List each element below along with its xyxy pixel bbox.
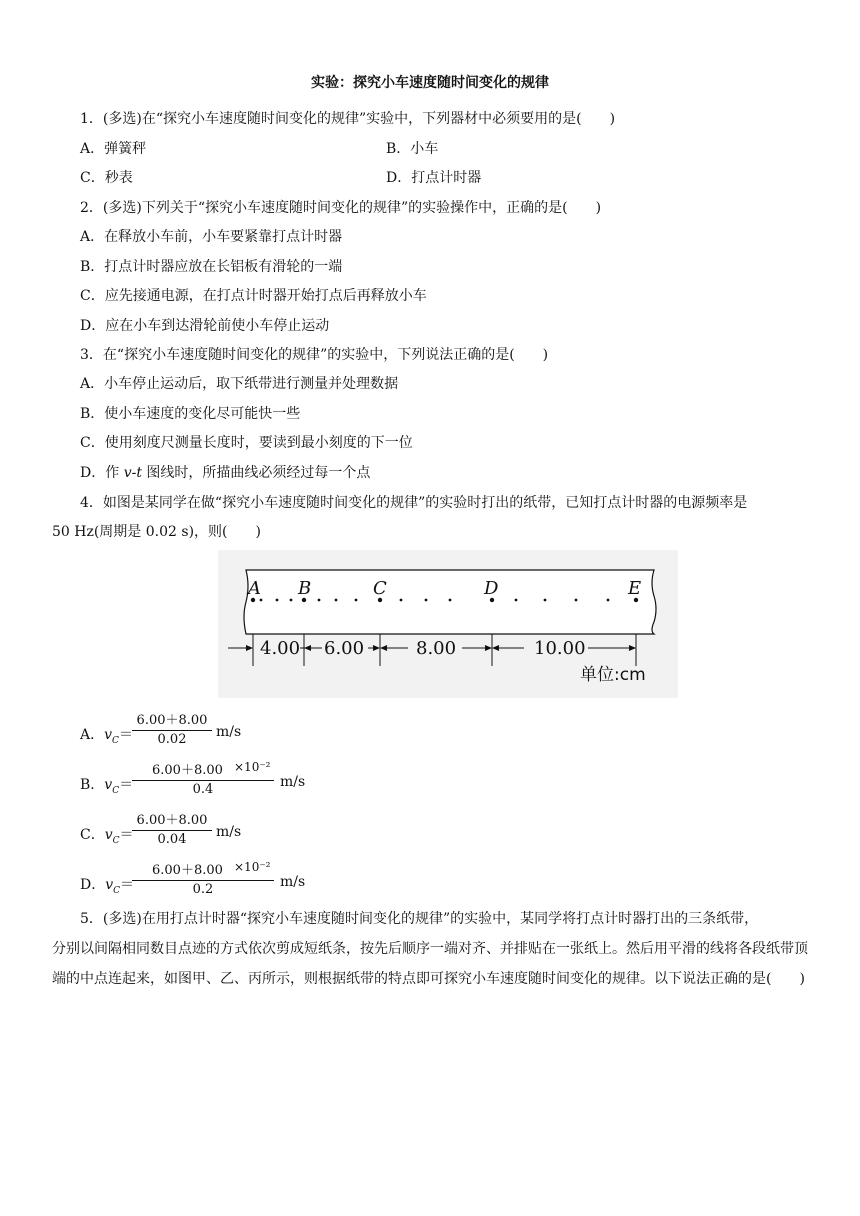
option-letter: C． (80, 827, 105, 843)
velocity-symbol: v (104, 727, 113, 743)
tape-dot (425, 599, 428, 602)
point-label-c: C (373, 578, 387, 599)
tape-dot (607, 599, 610, 602)
numerator: 6.00＋8.00 (136, 813, 208, 828)
velocity-symbol: v (104, 827, 113, 843)
fraction (132, 812, 212, 849)
question-5-continuation: 分别以间隔相同数目点迹的方式依次剪成短纸条，按先后顺序一端对齐、并排贴在一张纸上。然后用平滑的线将各段纸带顶端的中点连起来，如图甲、乙、丙所示，则根据纸带的特点即可探究小车速度随时间变化的规律。以下说法正确的是( ) (52, 941, 808, 987)
question-2-option-b: B．打点计时器应放在长铝板有滑轮的一端 (80, 259, 343, 275)
question-2-option-d: D．应在小车到达滑轮前使小车停止运动 (80, 318, 330, 334)
question-1-option-c: C．秒表 (80, 170, 133, 186)
question-4-stem-line-1: 4．如图是某同学在做“探究小车速度随时间变化的规律”的实验时打出的纸带，已知打点计时器的电源频率是 (80, 495, 748, 511)
question-3-stem: 3．在“探究小车速度随时间变化的规律”的实验中，下列说法正确的是( ) (80, 347, 549, 363)
segment-ab: 4.00 (260, 638, 301, 659)
tape-dot (544, 599, 547, 602)
point-label-d: D (484, 578, 499, 599)
question-3-option-a: A．小车停止运动后，取下纸带进行测量并处理数据 (80, 376, 399, 392)
question-3-option-d (80, 464, 370, 482)
arrowhead (380, 645, 387, 651)
option-letter: D． (80, 877, 106, 893)
velocity-symbol: v (105, 877, 114, 893)
option-letter: A． (80, 727, 105, 743)
unit: m/s (216, 724, 242, 740)
arrowhead (246, 645, 253, 651)
question-4-stem-line-2: 50 Hz(周期是 0.02 s)，则( ) (52, 524, 261, 540)
point-label-a: A (248, 578, 261, 599)
question-1-option-b: B．小车 (386, 141, 439, 157)
question-1-stem: 1．(多选)在“探究小车速度随时间变化的规律”实验中，下列器材中必须要用的是( ) (80, 111, 616, 127)
arrowhead (629, 645, 636, 651)
tape-dot (260, 599, 263, 602)
unit-label: 单位:cm (580, 665, 646, 685)
equals-sign: ＝ (119, 827, 134, 843)
arrowhead (373, 645, 380, 651)
question-2-option-a: A．在释放小车前，小车要紧靠打点计时器 (80, 229, 343, 245)
equals-sign: ＝ (119, 777, 134, 793)
option-label (80, 774, 133, 796)
tape-dot (318, 599, 321, 602)
tape-dot (575, 599, 578, 602)
velocity-subscript: C (112, 835, 120, 846)
segment-bc: 6.00 (324, 638, 365, 659)
denominator: 0.2 (192, 882, 214, 897)
numerator: 6.00＋8.00 (136, 713, 208, 728)
tape-dot (400, 599, 403, 602)
tape-dot (335, 599, 338, 602)
ticker-tape-diagram (218, 550, 678, 698)
option-label (80, 824, 134, 846)
unit: m/s (216, 824, 242, 840)
arrowhead (485, 645, 492, 651)
velocity-subscript: C (112, 785, 120, 796)
equals-sign: ＝ (118, 727, 133, 743)
tape-dot (449, 599, 452, 602)
unit: m/s (280, 774, 306, 790)
ticker-tape-figure (218, 550, 678, 698)
question-5-stem (52, 904, 812, 994)
denominator: 0.02 (157, 732, 187, 747)
velocity-subscript: C (113, 885, 121, 896)
equals-sign: ＝ (120, 877, 135, 893)
question-3-option-d-prefix: D．作 (80, 465, 124, 481)
denominator: 0.04 (157, 832, 187, 847)
question-3-option-c: C．使用刻度尺测量长度时，要读到最小刻度的下一位 (80, 435, 413, 451)
tape-dot (355, 599, 358, 602)
segment-de: 10.00 (534, 638, 586, 659)
arrowhead (492, 645, 499, 651)
question-5-first-line: 5．(多选)在用打点计时器“探究小车速度随时间变化的规律”的实验中，某同学将打点计时器打出的三条纸带， (80, 911, 759, 927)
option-label (80, 874, 134, 896)
segment-cd: 8.00 (416, 638, 457, 659)
question-1-option-a: A．弹簧秤 (80, 141, 147, 157)
exponent: ×10⁻² (234, 860, 271, 874)
option-label (80, 724, 133, 746)
fraction (132, 712, 212, 749)
numerator: 6.00＋8.00 (152, 863, 223, 878)
point-label-e: E (628, 578, 642, 599)
question-3-option-b: B．使小车速度的变化尽可能快一些 (80, 406, 301, 422)
point-label-b: B (298, 578, 312, 599)
numerator: 6.00＋8.00 (152, 763, 223, 778)
option-letter: B． (80, 777, 105, 793)
question-3-option-d-suffix: 图线时，所描曲线必须经过每一个点 (141, 465, 371, 481)
velocity-symbol: v (104, 777, 113, 793)
question-1-option-d: D．打点计时器 (386, 170, 482, 186)
denominator: 0.4 (192, 782, 214, 797)
unit: m/s (280, 874, 306, 890)
tape-dot (515, 599, 518, 602)
tape-dot (276, 599, 279, 602)
question-2-option-c: C．应先接通电源，在打点计时器开始打点后再释放小车 (80, 288, 427, 304)
arrowhead (304, 645, 311, 651)
exponent: ×10⁻² (234, 760, 271, 774)
question-2-stem: 2．(多选)下列关于“探究小车速度随时间变化的规律”的实验操作中，正确的是( ) (80, 200, 602, 216)
velocity-subscript: C (112, 735, 119, 746)
tape-dot (290, 599, 293, 602)
question-3-option-d-variable: v-t (123, 465, 142, 481)
page-title: 实验：探究小车速度随时间变化的规律 (311, 75, 549, 91)
